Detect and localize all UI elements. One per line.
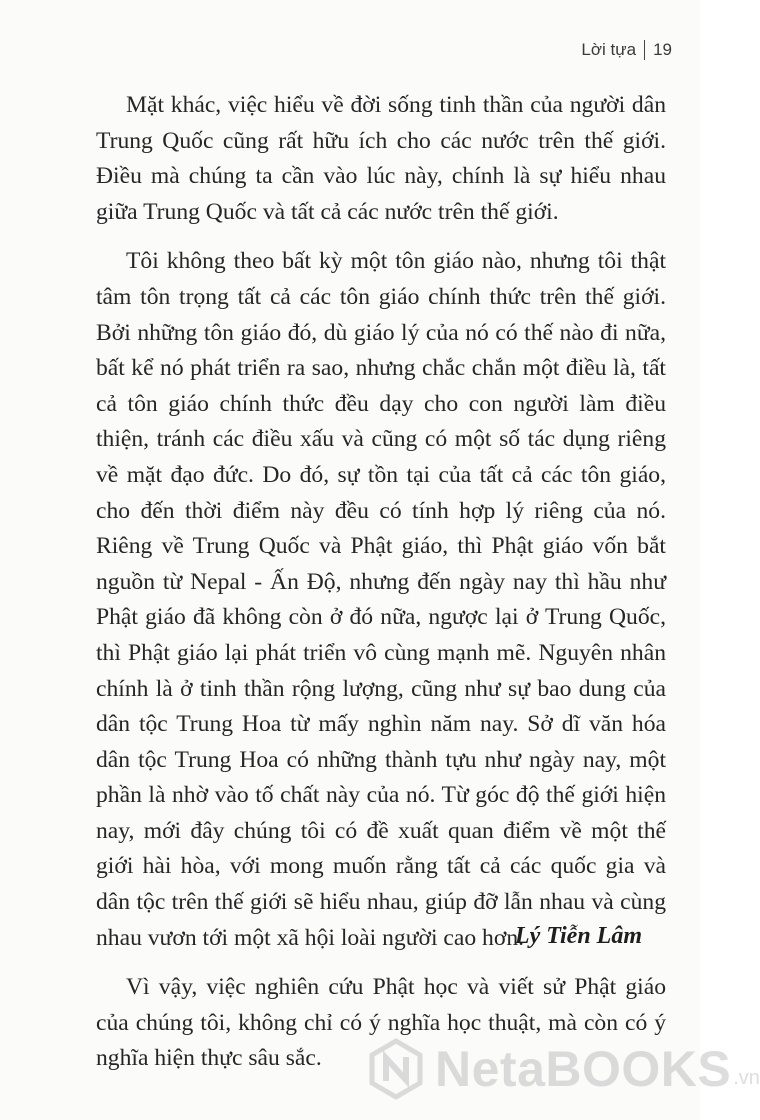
paragraph-1: Mặt khác, việc hiểu về đời sống tinh thần của người dân Trung Quốc cũng rất hữu ích cho các nước trên thế giới. Điều mà chúng ta cần vào lúc này, chính là sự hiểu nhau giữa Trung Quốc và tất cả các nước trên thế giới.	[96, 92, 666, 225]
page-number: 19	[653, 40, 672, 59]
netabooks-logo-icon	[365, 1038, 427, 1100]
author-signature: Lý Tiễn Lâm	[514, 923, 642, 949]
paragraph-2: Tôi không theo bất kỳ một tôn giáo nào, nhưng tôi thật tâm tôn trọng tất cả các tôn giáo chính thức trên thế giới. Bởi những tôn giáo đó, dù giáo lý của nó có thế nào đi nữa, bất kể nó phát triển ra sao, nhưng chắc chắn một điều là, tất cả tôn giáo chính thức đều dạy cho con người làm điều thiện, tránh các điều xấu và cũng có một số tác dụng riêng về mặt đạo đức. Do đó, sự tồn tại của tất cả các tôn giáo, cho đến thời điểm này đều có tính hợp lý riêng của nó. Riêng về Trung Quốc và Phật giáo, thì Phật giáo vốn bắt nguồn từ Nepal - Ấn Độ, nhưng đến ngày nay thì hầu như Phật giáo đã không còn ở đó nữa, ngược lại ở Trung Quốc, thì Phật giáo lại phát triển vô cùng mạnh mẽ. Nguyên nhân chính là ở tinh thần rộng lượng, cũng như sự bao dung của dân tộc Trung Hoa từ mấy nghìn năm nay. Sở dĩ văn hóa dân tộc Trung Hoa có những thành tựu như ngày nay, một phần là nhờ vào tố chất này của nó. Từ góc độ thế giới hiện nay, mới đây chúng tôi có đề xuất quan điểm về một thế giới hài hòa, với mong muốn rằng tất cả các quốc gia và dân tộc trên thế giới sẽ hiểu nhau, giúp đỡ lẫn nhau và cùng nhau vươn tới một xã hội loài người cao hơn.	[96, 248, 666, 951]
watermark-brand: NetaBOOKS	[435, 1041, 732, 1097]
running-head	[581, 40, 672, 60]
watermark-tld: .vn	[733, 1067, 760, 1089]
paragraph-3: Vì vậy, việc nghiên cứu Phật học và viết sử Phật giáo của chúng tôi, không chỉ có ý nghĩa học thuật, mà còn có ý nghĩa hiện thực sâu sắc.	[96, 974, 666, 1072]
section-title: Lời tựa	[581, 40, 637, 59]
watermark	[365, 1038, 760, 1100]
header-divider	[644, 40, 645, 60]
